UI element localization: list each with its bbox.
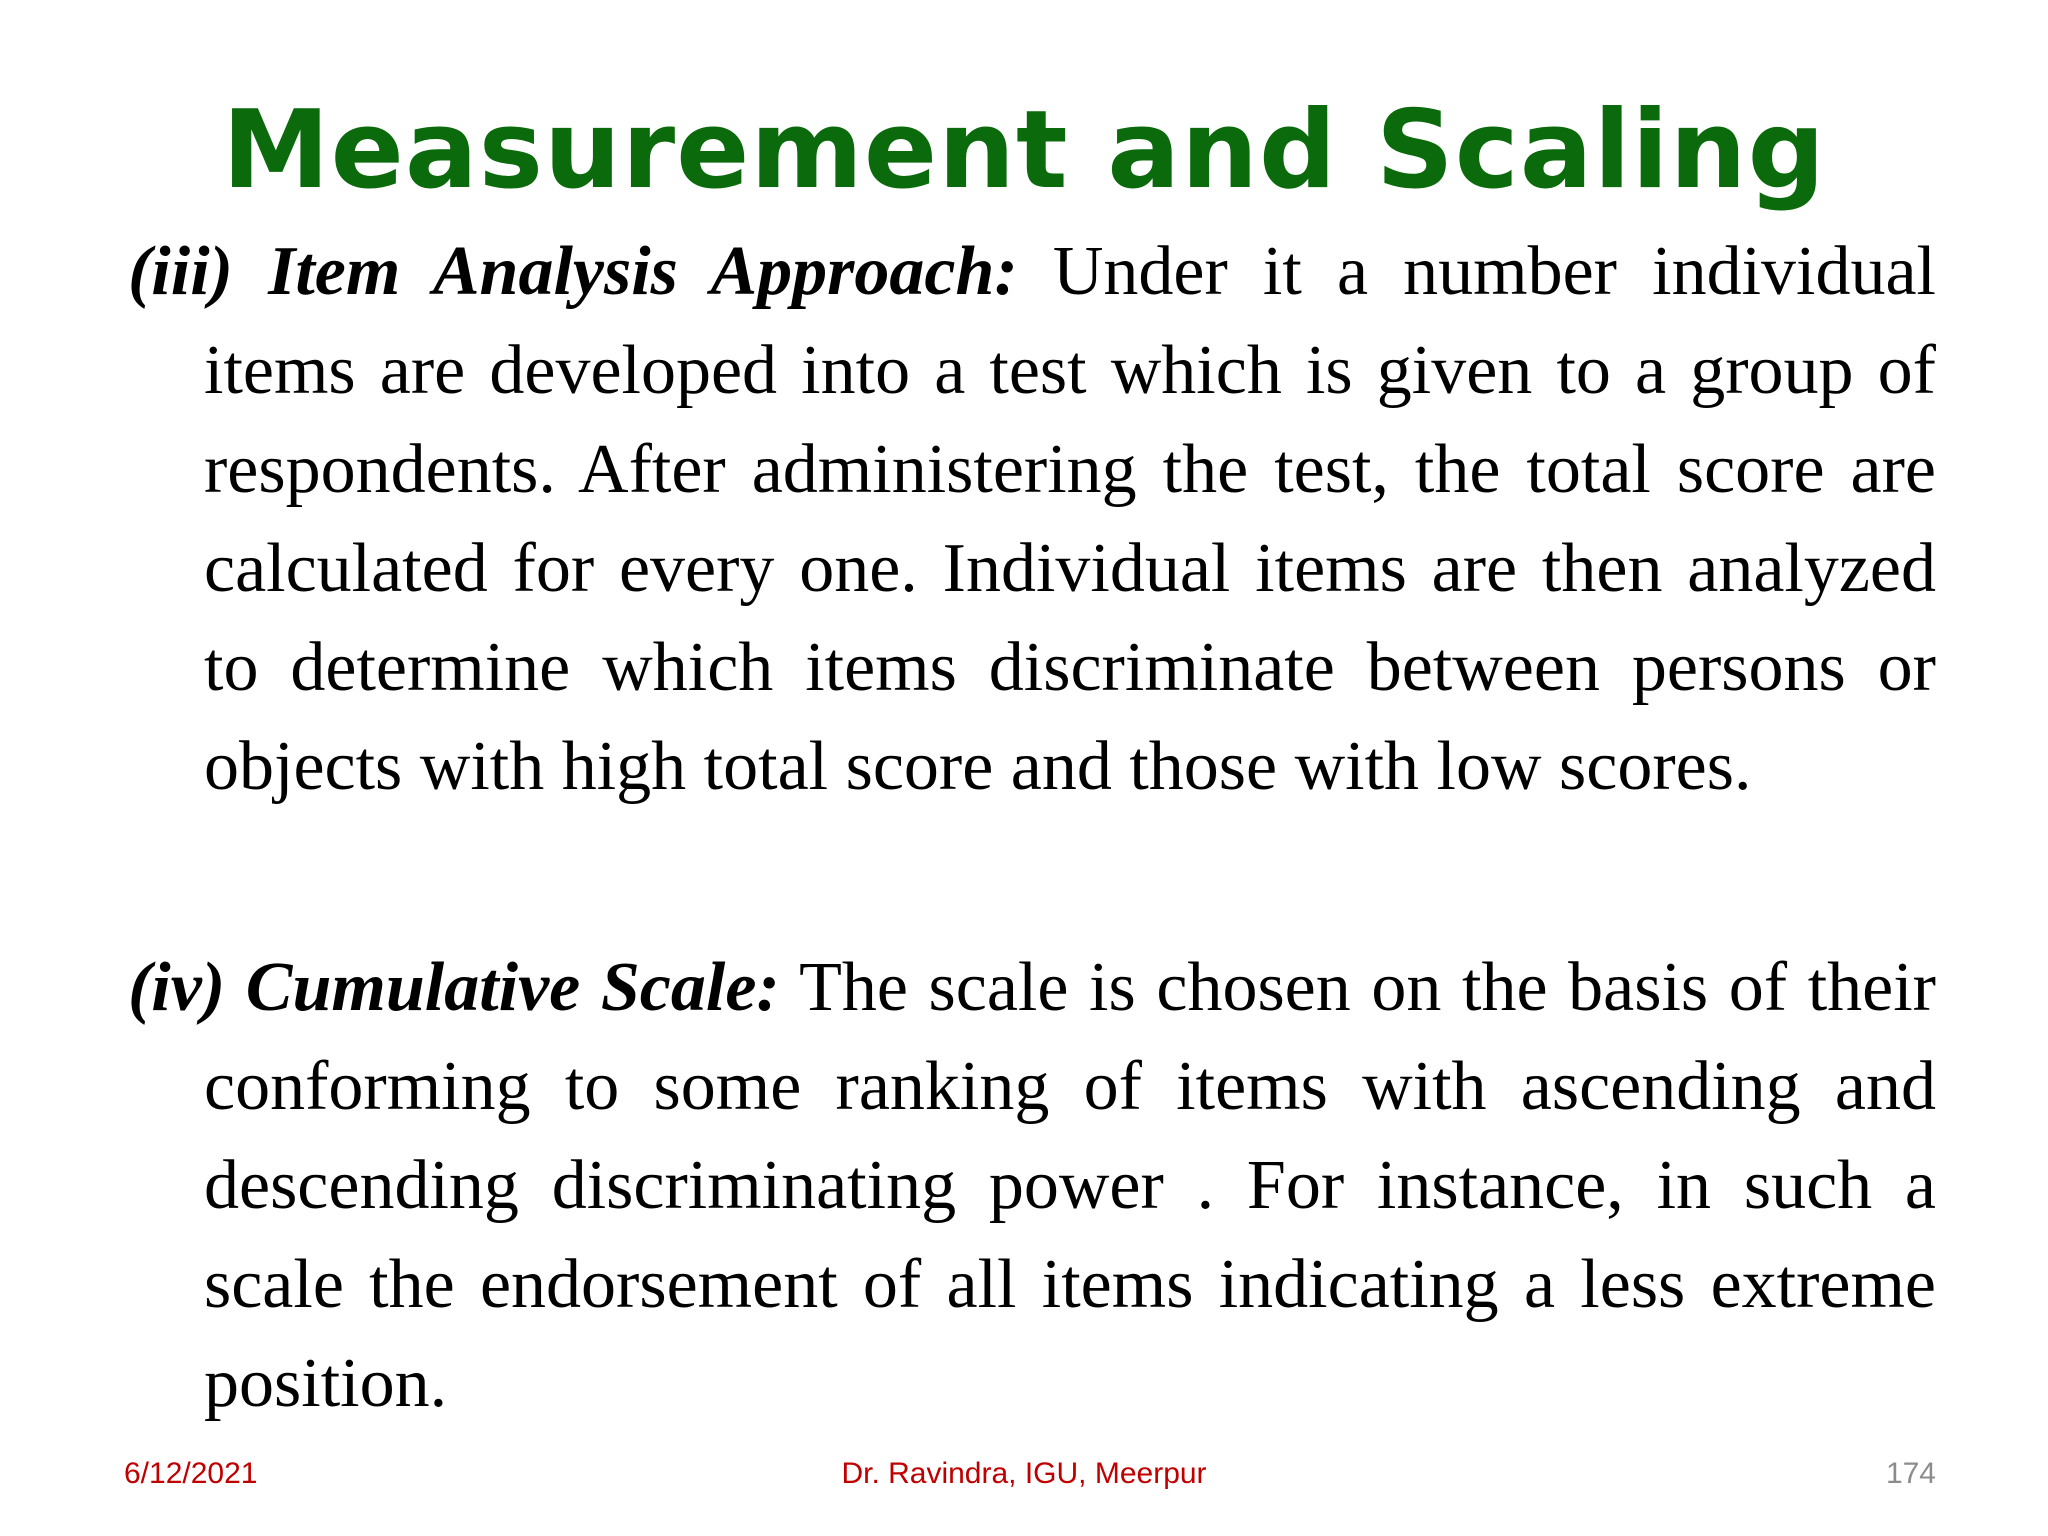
slide-title: Measurement and Scaling <box>222 88 1826 213</box>
footer-page-number: 174 <box>1885 1457 1936 1490</box>
paragraph-text: Under it a number individual items are developed into a test which is given to a group of respondents. After administering the test, the total score are calculated for every one. Individual items are then analyzed to determine which items discriminate between persons or objects with high total score and those with low scores. <box>204 233 1936 805</box>
paragraph-item-analysis <box>128 222 1936 816</box>
paragraph-text: The scale is chosen on the basis of their conforming to some ranking of items with ascending and descending discriminating power . For instance, in such a scale the endorsement of all items indicating a less extreme position. <box>204 949 1936 1422</box>
paragraph-heading: (iii) Item Analysis Approach: <box>128 233 1018 310</box>
paragraph-heading: (iv) Cumulative Scale: <box>128 949 780 1026</box>
paragraph-cumulative-scale <box>128 938 1936 1433</box>
footer-date: 6/12/2021 <box>124 1457 258 1490</box>
footer-author: Dr. Ravindra, IGU, Meerpur <box>841 1457 1207 1490</box>
